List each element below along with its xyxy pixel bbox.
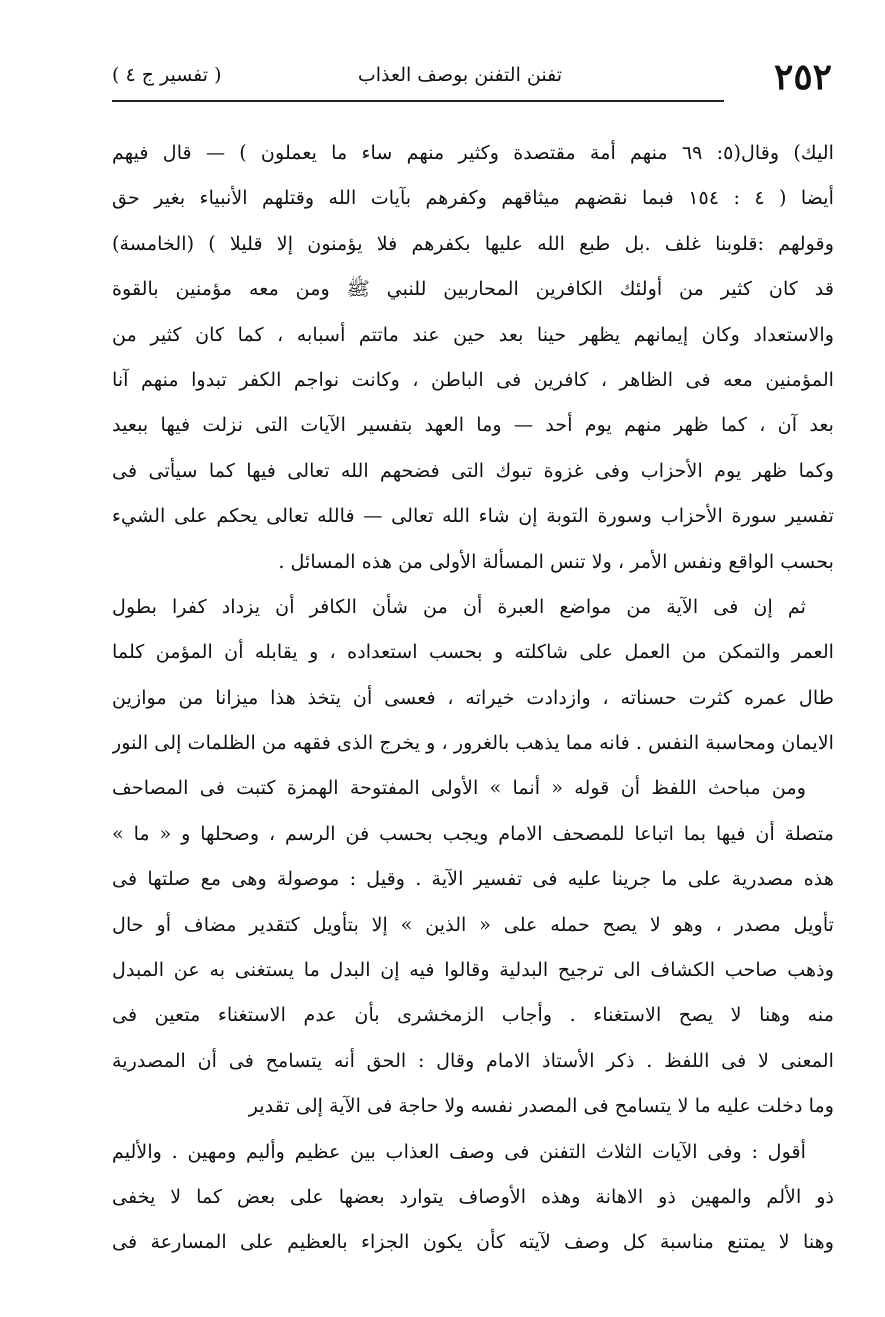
- text-line: وكما ظهر يوم الأحزاب وفى غزوة تبوك التى فضحهم الله تعالى فيها كما سيأتى فى: [112, 458, 834, 482]
- text-line: قد كان كثير من أولئك الكافرين المحاربين للنبي ﷺ ومن معه مؤمنين بالقوة: [112, 277, 834, 301]
- text-line: وقولهم :قلوبنا غلف .بل طبع الله عليها بكفرهم فلا يؤمنون إلا قليلا ) (الخامسة): [112, 231, 834, 255]
- text-line: طال عمره كثرت حسناته ، وازدادت خيراته ، فعسى أن يتخذ هذا ميزانا من موازين: [112, 685, 834, 709]
- text-line: أيضا ( ٤ : ١٥٤ فبما نقضهم ميثاقهم وكفرهم بآيات الله وقتلهم الأنبياء بغير حق: [112, 186, 834, 210]
- header-rule: [112, 100, 724, 102]
- section-reference: ( تفسير ج ٤ ): [112, 64, 222, 86]
- text-line: وهنا لا يمتنع مناسبة كل وصف لآيته كأن يكون الجزاء بالعظيم على المسارعة فى: [112, 1230, 834, 1254]
- text-line: المعنى لا فى اللفظ . ذكر الأستاذ الامام وقال : الحق أنه يتسامح فى أن المصدرية: [112, 1048, 834, 1072]
- page-header: [112, 58, 832, 100]
- text-line: والاستعداد وكان إيمانهم يظهر حينا بعد حين عند ماتتم أسبابه ، كما كان كثير من: [112, 322, 834, 346]
- page-number: ٢٥٢: [773, 56, 832, 98]
- text-line: ذو الألم والمهين ذو الاهانة وهذه الأوصاف يتوارد بعضها على بعض كما لا يخفى: [112, 1184, 834, 1208]
- paragraph-start-line: ثم إن فى الآية من مواضع العبرة أن من شأن الكافر أن يزداد كفرا بطول: [112, 594, 806, 618]
- text-line: تفسير سورة الأحزاب وسورة التوبة إن شاء الله تعالى — فالله تعالى يحكم على الشيء: [112, 504, 834, 528]
- text-line: منه وهنا لا يصح الاستغناء . وأجاب الزمخشرى بأن عدم الاستغناء متعين فى: [112, 1003, 834, 1027]
- running-title: تفنن التفنن بوصف العذاب: [357, 64, 562, 86]
- text-line: وما دخلت عليه ما لا يتسامح فى المصدر نفسه ولا حاجة فى الآية إلى تقدير: [248, 1094, 834, 1118]
- text-line: بعد آن ، كما ظهر منهم يوم أحد — وما العهد بتفسير الآيات التى نزلت فيها ببعيد: [112, 413, 834, 437]
- text-line: الايمان ومحاسبة النفس . فانه مما يذهب بالغرور ، و يخرج الذى فقهه من الظلمات إلى النور: [112, 731, 834, 755]
- text-line: اليك) وقال(٥: ٦٩ منهم أمة مقتصدة وكثير منهم ساء ما يعملون ) — قال فيهم: [112, 141, 834, 164]
- body-text: [112, 130, 834, 1265]
- paragraph-start-line: أقول : وفى الآيات الثلاث التفنن فى وصف العذاب بين عظيم وأليم ومهين . والأليم: [112, 1139, 806, 1163]
- text-line: العمر والتمكن من العمل على شاكلته و بحسب استعداده ، و يقابله أن المؤمن كلما: [112, 640, 834, 664]
- text-line: هذه مصدرية على ما جرينا عليه فى تفسير الآية . وقيل : موصولة وهى مع صلتها فى: [112, 867, 834, 891]
- text-line: وذهب صاحب الكشاف الى ترجيح البدلية وقالوا فيه إن البدل ما يستغنى به عن المبدل: [112, 958, 834, 982]
- text-line: بحسب الواقع ونفس الأمر ، ولا تنس المسألة الأولى من هذه المسائل .: [278, 549, 834, 573]
- paragraph-start-line: ومن مباحث اللفظ أن قوله « أنما » الأولى المفتوحة الهمزة كتبت فى المصاحف: [112, 776, 806, 800]
- text-line: المؤمنين معه فى الظاهر ، كافرين فى الباطن ، وكانت نواجم الكفر تبدوا منهم آنا: [112, 367, 834, 391]
- text-line: تأويل مصدر ، وهو لا يصح حمله على « الذين » إلا بتأويل كتقدير مضاف أو حال: [112, 912, 834, 936]
- text-line: متصلة أن فيها بما اتباعا للمصحف الامام ويجب بحسب فن الرسم ، وصحلها و « ما »: [112, 821, 834, 845]
